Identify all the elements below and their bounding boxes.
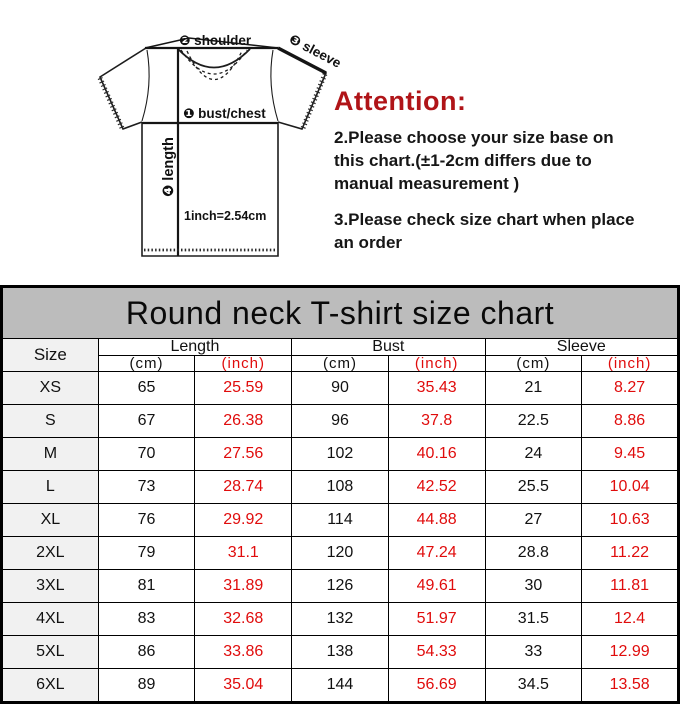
- value-cm-cell: 30: [485, 570, 582, 603]
- size-table-body: [2, 372, 679, 703]
- note-line: an order: [334, 233, 403, 252]
- value-inch-cell: 51.97: [388, 603, 485, 636]
- size-cell: 4XL: [2, 603, 99, 636]
- value-cm-cell: 27: [485, 504, 582, 537]
- value-inch-cell: 31.89: [195, 570, 292, 603]
- sleeve-label: ❸ sleeve: [286, 31, 344, 71]
- value-cm-cell: 73: [98, 471, 195, 504]
- size-chart-table: [0, 285, 680, 704]
- collar-outline: [178, 49, 250, 68]
- value-cm-cell: 96: [292, 405, 389, 438]
- value-inch-cell: 33.86: [195, 636, 292, 669]
- value-inch-cell: 13.58: [582, 669, 679, 703]
- col-header-length: Length: [98, 339, 291, 356]
- unit-header-cm: (cm): [292, 356, 389, 372]
- col-header-bust: Bust: [292, 339, 485, 356]
- value-cm-cell: 81: [98, 570, 195, 603]
- value-inch-cell: 31.1: [195, 537, 292, 570]
- table-row: [2, 438, 679, 471]
- value-inch-cell: 28.74: [195, 471, 292, 504]
- size-cell: M: [2, 438, 99, 471]
- size-cell: XS: [2, 372, 99, 405]
- value-inch-cell: 47.24: [388, 537, 485, 570]
- value-cm-cell: 108: [292, 471, 389, 504]
- note-line: manual measurement ): [334, 174, 520, 193]
- value-inch-cell: 44.88: [388, 504, 485, 537]
- attention-block: [334, 86, 678, 267]
- table-row: [2, 372, 679, 405]
- table-row: [2, 603, 679, 636]
- value-cm-cell: 86: [98, 636, 195, 669]
- right-armhole-seam: [271, 50, 278, 121]
- value-inch-cell: 35.04: [195, 669, 292, 703]
- size-cell: S: [2, 405, 99, 438]
- note-line: 2.Please choose your size base on: [334, 128, 614, 147]
- value-inch-cell: 10.63: [582, 504, 679, 537]
- col-header-size: Size: [2, 339, 99, 372]
- value-inch-cell: 37.8: [388, 405, 485, 438]
- value-cm-cell: 132: [292, 603, 389, 636]
- value-inch-cell: 11.81: [582, 570, 679, 603]
- attention-note-2: [334, 126, 678, 195]
- table-row: [2, 471, 679, 504]
- unit-header-cm: (cm): [485, 356, 582, 372]
- bust-label: ❶ bust/chest: [183, 106, 266, 121]
- value-cm-cell: 21: [485, 372, 582, 405]
- size-cell: 2XL: [2, 537, 99, 570]
- value-inch-cell: 11.22: [582, 537, 679, 570]
- unit-header-inch: (inch): [582, 356, 679, 372]
- length-label: ❹ length: [161, 137, 177, 197]
- value-inch-cell: 10.04: [582, 471, 679, 504]
- shoulder-label: ❷ shoulder: [179, 33, 252, 48]
- value-cm-cell: 22.5: [485, 405, 582, 438]
- value-cm-cell: 28.8: [485, 537, 582, 570]
- value-inch-cell: 42.52: [388, 471, 485, 504]
- attention-title: Attention:: [334, 86, 467, 116]
- value-cm-cell: 34.5: [485, 669, 582, 703]
- unit-header-inch: (inch): [195, 356, 292, 372]
- value-inch-cell: 27.56: [195, 438, 292, 471]
- value-cm-cell: 25.5: [485, 471, 582, 504]
- value-inch-cell: 12.4: [582, 603, 679, 636]
- size-cell: XL: [2, 504, 99, 537]
- value-cm-cell: 24: [485, 438, 582, 471]
- value-cm-cell: 67: [98, 405, 195, 438]
- value-cm-cell: 76: [98, 504, 195, 537]
- unit-header-cm: (cm): [98, 356, 195, 372]
- size-cell: L: [2, 471, 99, 504]
- value-inch-cell: 29.92: [195, 504, 292, 537]
- attention-note-3: [334, 208, 678, 254]
- table-title-row: [2, 287, 679, 339]
- table-row: [2, 504, 679, 537]
- size-cell: 3XL: [2, 570, 99, 603]
- note-line: 3.Please check size chart when place: [334, 210, 635, 229]
- table-row: [2, 636, 679, 669]
- table-row: [2, 570, 679, 603]
- unit-header-inch: (inch): [388, 356, 485, 372]
- table-title: Round neck T-shirt size chart: [2, 287, 679, 339]
- value-inch-cell: 32.68: [195, 603, 292, 636]
- value-inch-cell: 54.33: [388, 636, 485, 669]
- value-inch-cell: 25.59: [195, 372, 292, 405]
- value-inch-cell: 8.86: [582, 405, 679, 438]
- left-armhole-seam: [142, 50, 149, 121]
- collar-ribbing-dashed-2: [187, 51, 242, 80]
- value-cm-cell: 114: [292, 504, 389, 537]
- value-inch-cell: 26.38: [195, 405, 292, 438]
- inch-conversion-note: 1inch=2.54cm: [184, 209, 267, 223]
- measurement-guide: [0, 0, 680, 285]
- table-row: [2, 405, 679, 438]
- value-cm-cell: 120: [292, 537, 389, 570]
- unit-header-row: [2, 356, 679, 372]
- value-inch-cell: 56.69: [388, 669, 485, 703]
- value-inch-cell: 12.99: [582, 636, 679, 669]
- value-cm-cell: 90: [292, 372, 389, 405]
- size-cell: 5XL: [2, 636, 99, 669]
- size-cell: 6XL: [2, 669, 99, 703]
- value-cm-cell: 138: [292, 636, 389, 669]
- value-cm-cell: 65: [98, 372, 195, 405]
- value-cm-cell: 144: [292, 669, 389, 703]
- table-row: [2, 669, 679, 703]
- value-cm-cell: 31.5: [485, 603, 582, 636]
- value-cm-cell: 89: [98, 669, 195, 703]
- value-cm-cell: 70: [98, 438, 195, 471]
- value-inch-cell: 8.27: [582, 372, 679, 405]
- value-cm-cell: 126: [292, 570, 389, 603]
- group-header-row: [2, 339, 679, 356]
- value-inch-cell: 9.45: [582, 438, 679, 471]
- value-cm-cell: 33: [485, 636, 582, 669]
- value-inch-cell: 35.43: [388, 372, 485, 405]
- value-inch-cell: 49.61: [388, 570, 485, 603]
- note-line: this chart.(±1-2cm differs due to: [334, 151, 592, 170]
- collar-ribbing-dashed: [181, 50, 247, 74]
- col-header-sleeve: Sleeve: [485, 339, 678, 356]
- value-inch-cell: 40.16: [388, 438, 485, 471]
- value-cm-cell: 83: [98, 603, 195, 636]
- value-cm-cell: 102: [292, 438, 389, 471]
- table-row: [2, 537, 679, 570]
- left-cuff-stitching: [100, 78, 122, 128]
- value-cm-cell: 79: [98, 537, 195, 570]
